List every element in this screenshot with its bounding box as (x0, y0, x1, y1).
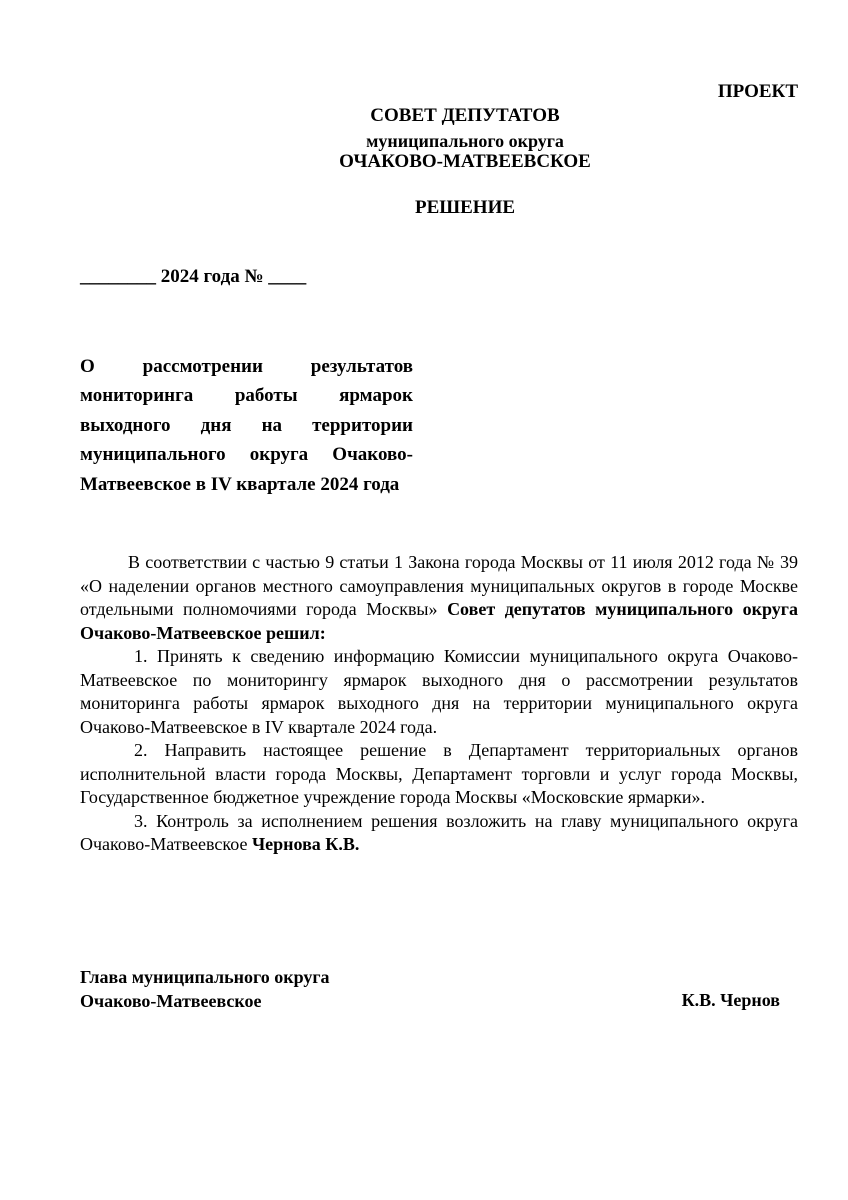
council-title: СОВЕТ ДЕПУТАТОВ (370, 105, 560, 126)
document-subject: О рассмотрении результатов мониторинга работы ярмарок выходного дня на территории муниципального округа Очаково-Матвеевское в IV квартале 2024 года (80, 356, 413, 495)
item-responsible-person: Чернова К.В. (251, 834, 360, 854)
document-type: РЕШЕНИЕ (414, 197, 516, 218)
preamble-text: В соответствии с частью 9 статьи 1 Закона города Москвы от 11 июля 2012 года № 39 «О наделении органов местного самоуправления муниципальных округов в городе Москве отдельными полномочиями города Москвы» (80, 552, 798, 619)
signature-position (80, 966, 330, 1013)
draft-label: ПРОЕКТ (717, 81, 798, 102)
date-number-line: ________ 2024 года № ____ (80, 266, 307, 287)
preamble-decision: Совет депутатов муниципального округа Очаково-Матвеевское решил: (80, 599, 798, 643)
signature-name: К.В. Чернов (681, 990, 780, 1010)
preamble-paragraph (80, 551, 798, 645)
council-subtitle: муниципального округа (366, 131, 564, 151)
signature-position-line1: Глава муниципального округа (80, 967, 330, 987)
document-body (80, 551, 798, 857)
item-text: 3. Контроль за исполнением решения возложить на главу муниципального округа Очаково-Матвеевское (80, 810, 798, 854)
item-text: 2. Направить настоящее решение в Департамент территориальных органов исполнительной власти города Москвы, Департамент торговли и услуг города Москвы, Государственное бюджетное учреждение города Москвы «Московские ярмарки». (80, 740, 798, 807)
signature-position-line2: Очаково-Матвеевское (80, 990, 262, 1011)
decision-item-1 (80, 645, 798, 739)
district-name: ОЧАКОВО-МАТВЕЕВСКОЕ (339, 151, 591, 172)
item-text: 1. Принять к сведению информацию Комиссии муниципального округа Очаково-Матвеевское по мониторингу ярмарок выходного дня о рассмотрении результатов мониторинга работы ярмарок выходного дня на территории муниципального округа Очаково-Матвеевское в IV квартале 2024 года. (80, 646, 798, 737)
decision-item-2 (80, 739, 798, 810)
decision-item-3 (80, 810, 798, 857)
